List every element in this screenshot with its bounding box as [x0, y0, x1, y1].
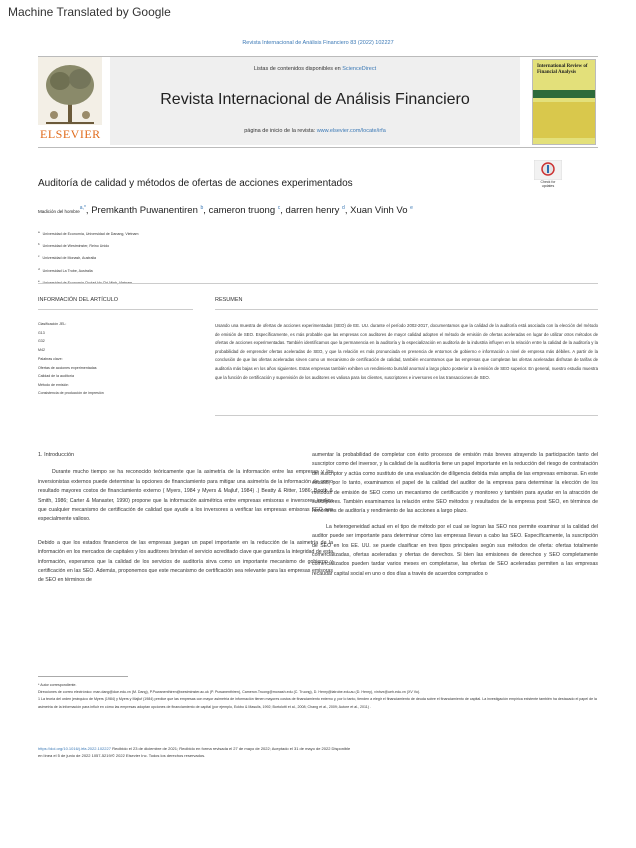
- affiliation-item: $^c$Universidad de Monash, Australia: [38, 254, 97, 261]
- doi-block: [38, 745, 598, 759]
- author-2: Premkanth Puwanentiren: [91, 205, 198, 217]
- article-title: Auditoría de calidad y métodos de ofertas de acciones experimentados: [38, 178, 353, 189]
- jel-label: Clasificación JEL:: [38, 322, 67, 326]
- doi-link[interactable]: https://doi.org/10.1016/j.irfa.2022.102227: [38, 746, 111, 751]
- divider: [215, 415, 598, 416]
- footnote: Direcciones de correo electrónico: man.dang@due.edu.vn (M. Dang), P.Puwanenthiren@westminster.ac.uk (P. Puwanenthiren), Cameron.Truong@monash.edu (C. Truong), D. Henry@latrobe.edu.au (D. Henry), vinhvx@ueh.edu.vn (XV Vo).: [38, 690, 421, 695]
- author-3-sup[interactable]: c: [277, 205, 281, 211]
- sciencedirect-link[interactable]: ScienceDirect: [342, 66, 377, 72]
- cover-art: [533, 102, 595, 138]
- section-heading: 1. Introducción: [38, 452, 75, 458]
- journal-title: Revista Internacional de Análisis Financiero: [160, 91, 470, 108]
- divider: [215, 309, 598, 310]
- footnote: * Autor correspondiente.: [38, 683, 77, 687]
- abstract-heading: RESUMEN: [215, 297, 243, 303]
- body-right-column: [312, 451, 598, 579]
- footnote: 1 La teoría del orden jerárquico de Myers (1984) y Myers y Majluf (1984) predice que las empresas con mayor asimetría de información tienen mayores costos de financiamiento externo y, por lo tanto, tienden a elegir el financiamiento de deuda sobre el financiamiento de capital. La investigación empírica existente también ha destacado el papel de la asimetría de la información para influir en cómo las empresas adoptan opciones de financiamiento de capital (por ejemplo, Eckbo & Masulis, 1992; Bortolotti et al., 2008; Chang et al., 2009; Autore et al., 2011) .: [38, 697, 597, 709]
- affiliation-item: $^a$Universidad de Economía, Universidad de Danang, Vietnam: [38, 230, 139, 237]
- author-5-sup[interactable]: e: [410, 205, 413, 211]
- jel-classification: [38, 320, 66, 354]
- cover-title: International Review of Financial Analysis: [537, 64, 588, 75]
- keywords-label: Palabras clave:: [38, 357, 63, 361]
- journal-masthead: [38, 56, 598, 148]
- author-4: darren henry: [285, 205, 340, 217]
- journal-cover: [532, 59, 596, 145]
- keywords: [38, 355, 104, 398]
- article-info-heading: INFORMACIÓN DEL ARTÍCULO: [38, 297, 119, 303]
- elsevier-logo: [38, 57, 102, 143]
- homepage-link[interactable]: www.elsevier.com/locate/irfa: [316, 128, 386, 134]
- author-list: Madición del hombre$^{a,*}$, Premkanth Puwanentiren $^b$, cameron truong $^c$, darren henry $^d$, Xuan Vinh Vo $^e$: [38, 205, 413, 217]
- body-paragraph: Debido a que los estados financieros de las empresas juegan un papel importante en la reducción de la asimetría de la información en los mercados de capitales y los auditores brindan el servicio acreditado clave que garantiza la integridad de esta información, esperamos que la calidad de los servicios de auditoría sirva como un importante mecanismo de gobierno y certificación en las SEO. Además, proponemos que este mecanismo de certificación sea relevante para las empresas emisoras de SEO en términos de: [38, 539, 333, 584]
- homepage-line: [110, 128, 520, 134]
- author-1-sup[interactable]: a,*: [79, 205, 86, 211]
- footnote-divider: [38, 676, 128, 677]
- affiliation-item: e: [38, 278, 40, 283]
- body-paragraph: Durante mucho tiempo se ha reconocido teóricamente que la asimetría de la información entre las empresas y los inversionistas externos puede determinar la opciones de financiamiento para mitigar una asimetría de la información de como resultado mayores costos de financiamiento externo ( Myers, 1984 y Myers & Majluf, 1984) .) Beatty & Ritter, 1986; Booth & Smith, 1986; Carter & Manaster, 1990) propone que la información asimétrica entre empresas emisoras e inversores implica que cualquier mecanismo de certificación de calidad que ayude a los inversores a verificar las empresas emisoras SEO sea especialmente valioso.: [38, 469, 333, 523]
- jel-code: G32: [38, 339, 45, 343]
- divider: [38, 283, 598, 284]
- author-3: cameron truong: [208, 205, 276, 217]
- author-2-sup[interactable]: b: [200, 205, 204, 211]
- keyword: Calidad de la auditoría: [38, 374, 74, 378]
- divider: [38, 309, 193, 310]
- body-left-column: [38, 451, 333, 586]
- author-1: Madición del hombre: [38, 209, 80, 215]
- contents-prefix: Listas de contenidos disponibles en: [253, 66, 341, 72]
- masthead-center: [110, 57, 520, 145]
- received-dates: Recibido el 23 de diciembre de 2021; Recibido en forma revisada el 27 de mayo de 2022; Aceptado el 31 de mayo de 2022 Disponible: [112, 746, 351, 751]
- cover-band: [533, 90, 595, 98]
- author-4-sup[interactable]: d: [342, 205, 345, 211]
- elsevier-tree-icon: [38, 57, 102, 125]
- keyword: Ofertas de acciones experimentadas: [38, 365, 97, 370]
- abstract-text: Usando una muestra de ofertas de acciones experimentadas (SEO) de EE. UU. durante el período 2002-2017, documentamos que la calidad de la auditoría está asociada con la elección del método de emisión de SEO. Específicamente, es más probable que las empresas con auditores de mayor calidad adopten el método de emisión de ofertas aceleradas en lugar de utilizar otros métodos de ofertas de acciones experimentadas. También identificamos que la permanencia en la auditoría y la especialización en auditoría de la industria influyen en la relación entre la calidad de la auditoría y la probabilidad de emprender ofertas aceleradas de SEO, y que la relación es más pronunciada en presencia de entornos de gobierno e información a nivel de empresa más débiles. A partir de la conclusión de que las ofertas aceleradas sirven como un mecanismo de certificación de calidad, también encontramos que las empresas que completan las ofertas aceleradas disfrutan de tarifas de auditoría más bajas en los años siguientes. Estas empresas también exhiben un rendimiento bursátil anormal a largo plazo posterior a la emisión de SEO superior. En general, nuestro estudio muestra que la función de certificación y supervisión de los auditores es valiosa para los clientes, suscriptores e inversores en las transacciones de SEO.: [215, 323, 598, 380]
- affiliation-item: $^d$Universidad La Trobe, Australia: [38, 266, 93, 273]
- jel-code: G13: [38, 330, 45, 335]
- body-paragraph: aumentar la probabilidad de completar con éxito procesos de emisión más breves atrayendo la participación tanto del suscriptor como del inversor, y la calidad de la auditoría tiene un papel importante en la reducción del riesgo de contratación del suscriptor y actúa como sustituto de una evaluación de diligencia debida más amplia de las empresas emisoras. En este estudio, por lo tanto, examinamos el papel de la calidad del auditor de la empresa para determinar la elección de los métodos de emisión de SEO como un mecanismo de certificación y monitoreo y también para ayudar en la atracción de suscriptores. También examinamos la relación entre SEO métodos y resultados de la empresa post SEO, en términos de honorarios de auditoría y rendimiento de las acciones a largo plazo.: [312, 452, 598, 515]
- online-date: en línea el 5 de junio de 2022 1057-5219/© 2022 Elsevier Inc. Todos los derechos reservados.: [38, 753, 206, 759]
- author-5: Xuan Vinh Vo: [350, 205, 408, 217]
- crossmark-icon: [534, 160, 562, 180]
- crossmark-badge[interactable]: [534, 160, 562, 190]
- body-paragraph: La heterogeneidad actual en el tipo de método por el cual se logran las SEO nos permite examinar si la calidad del auditor puede ser importante para determinar cómo las empresas llevan a cabo las SEO. Específicamente, la suscripción de SEO en los EE. UU. se puede clasificar en tres tipos principales según sus métodos de oferta: ofertas totalmente comercializadas, ofertas aceleradas y ofertas de derechos. Si bien las emisiones de derechos y SEO completamente comercializados pueden tardar varios meses en completarse, las ofertas de SEO aceleradas permiten a las empresas recaudar capital social en uno o dos días a través de acuerdos comprados o: [312, 523, 598, 577]
- publisher-name: ELSEVIER: [40, 127, 101, 141]
- homepage-prefix: página de inicio de la revista:: [244, 128, 316, 134]
- machine-translated-banner: Machine Translated by Google: [8, 5, 171, 19]
- keyword: Método de emisión: [38, 382, 69, 387]
- keyword: Consistencia de producción de impresión: [38, 391, 104, 395]
- affiliations: [38, 227, 139, 288]
- affiliation-item: $^b$Universidad de Westminster, Reino Unido: [38, 242, 110, 249]
- journal-reference[interactable]: Revista Internacional de Análisis Financiero 83 (2022) 102227: [242, 40, 394, 46]
- jel-code: M42: [38, 347, 45, 352]
- crossmark-label: Check for updates: [540, 180, 556, 188]
- footnotes: [38, 682, 598, 711]
- contents-line: [110, 66, 520, 72]
